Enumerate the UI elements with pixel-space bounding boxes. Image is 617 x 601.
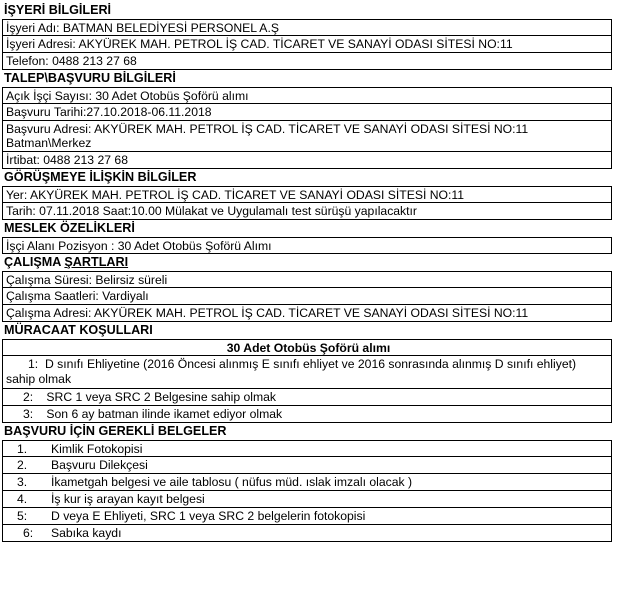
requirement-number: 3: [23, 407, 34, 421]
conditions-heading-pre: ÇALIŞMA [4, 255, 65, 269]
document-text: Sabıka kaydı [51, 526, 122, 540]
document-item [2, 508, 612, 525]
conditions-heading-underlined: ŞARTLARI [64, 255, 129, 269]
conditions-duration: Çalışma Süresi: Belirsiz süreli [2, 271, 612, 288]
employer-name: İşyeri Adı: BATMAN BELEDİYESİ PERSONEL A.Ş [2, 19, 612, 36]
document-text: İş kur iş arayan kayıt belgesi [51, 492, 205, 506]
requirement-item [2, 389, 612, 406]
document-number: 2. [17, 458, 28, 472]
document-number: 1. [17, 442, 28, 456]
document-text: Kimlik Fotokopisi [51, 442, 143, 456]
interview-heading: GÖRÜŞMEYE İLİŞKİN BİLGİLER [4, 170, 197, 184]
requirements-heading: MÜRACAAT KOŞULLARI [4, 323, 153, 337]
document-number: 5: [17, 509, 28, 523]
requirement-item [2, 406, 612, 423]
application-openings: Açık İşçi Sayısı: 30 Adet Otobüs Şoförü alımı [2, 87, 612, 104]
requirement-text: Son 6 ay batman ilinde ikamet ediyor olmak [46, 407, 283, 421]
document-text: Başvuru Dilekçesi [51, 458, 148, 472]
application-dates: Başvuru Tarihi:27.10.2018-06.11.2018 [2, 104, 612, 121]
interview-place: Yer: AKYÜREK MAH. PETROL İŞ CAD. TİCARET VE SANAYİ ODASI SİTESİ NO:11 [2, 186, 612, 203]
document-number: 3. [17, 475, 28, 489]
document-item [2, 457, 612, 474]
interview-datetime: Tarih: 07.11.2018 Saat:10.00 Mülakat ve Uygulamalı test sürüşü yapılacaktır [2, 203, 612, 220]
profession-position: İşçi Alanı Pozisyon : 30 Adet Otobüs Şoförü Alımı [2, 237, 612, 254]
document-item [2, 440, 612, 457]
employer-phone: Telefon: 0488 213 27 68 [2, 53, 612, 70]
conditions-heading [2, 254, 615, 271]
document-text: İkametgah belgesi ve aile tablosu ( nüfus müd. ıslak imzalı olacak ) [51, 475, 413, 489]
requirement-text: D sınıfı Ehliyetine (2016 Öncesi alınmış E sınıfı ehliyet ve 2016 sonrasında alınmış D sınıfı ehliyet) sahip olmak [6, 357, 577, 386]
conditions-address: Çalışma Adresi: AKYÜREK MAH. PETROL İŞ CAD. TİCARET VE SANAYİ ODASI SİTESİ NO:11 [2, 305, 612, 322]
document-number: 4. [17, 492, 28, 506]
application-contact: İrtibat: 0488 213 27 68 [2, 152, 612, 169]
document-item [2, 474, 612, 491]
employer-address: İşyeri Adresi: AKYÜREK MAH. PETROL İŞ CAD. TİCARET VE SANAYİ ODASI SİTESİ NO:11 [2, 36, 612, 53]
application-heading: TALEP\BAŞVURU BİLGİLERİ [4, 71, 176, 85]
document-number: 6: [23, 526, 34, 540]
employer-heading: İŞYERİ BİLGİLERİ [4, 3, 112, 17]
profession-heading: MESLEK ÖZELİKLERİ [4, 221, 135, 235]
application-address: Başvuru Adresi: AKYÜREK MAH. PETROL İŞ CAD. TİCARET VE SANAYİ ODASI SİTESİ NO:11 Batman\Merkez [2, 121, 612, 152]
requirement-number: 1: [28, 357, 39, 371]
requirement-number: 2: [23, 390, 34, 404]
requirements-title: 30 Adet Otobüs Şoförü alımı [2, 339, 612, 356]
document-item [2, 491, 612, 508]
requirement-item [2, 356, 612, 389]
document-item [2, 525, 612, 542]
documents-heading: BAŞVURU İÇİN GEREKLİ BELGELER [4, 424, 227, 438]
conditions-hours: Çalışma Saatleri: Vardiyalı [2, 288, 612, 305]
document-text: D veya E Ehliyeti, SRC 1 veya SRC 2 belgelerin fotokopisi [51, 509, 366, 523]
requirement-text: SRC 1 veya SRC 2 Belgesine sahip olmak [46, 390, 277, 404]
